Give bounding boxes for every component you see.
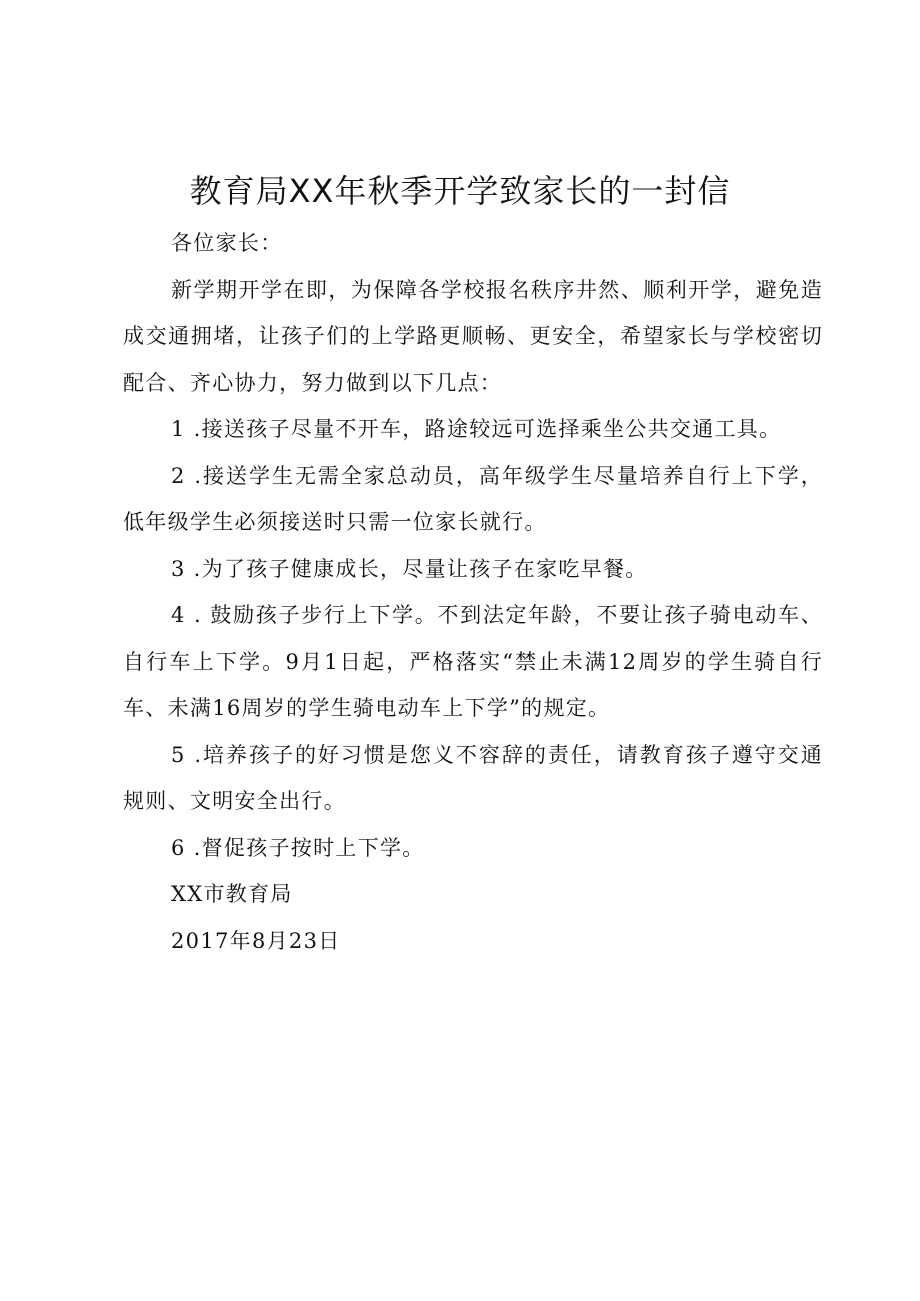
list-item-1: 1 .接送孩子尽量不开车，路途较远可选择乘坐公共交通工具。 [171, 417, 782, 441]
date: 2017年8月23日 [171, 928, 341, 953]
list-item-2: 2 .接送学生无需全家总动员，高年级学生尽量培养自行上下学，低年级学生必须接送时只需一位家长就行。 [123, 463, 823, 534]
list-item-3: 3 .为了孩子健康成长，尽量让孩子在家吃早餐。 [171, 556, 648, 581]
salutation: 各位家长： [171, 231, 283, 255]
list-item-5: 5 .培养孩子的好习惯是您义不容辞的责任，请教育孩子遵守交通规则、文明安全出行。 [123, 742, 823, 813]
letter-body [123, 220, 823, 964]
list-item-4: 4 . 鼓励孩子步行上下学。不到法定年龄，不要让孩子骑电动车、自行车上下学。9月1日起，严格落实“禁止未满12周岁的学生骑自行车、未满16周岁的学生骑电动车上下学”的规定。 [123, 603, 823, 720]
document-title: 教育局XX年秋季开学致家长的一封信 [189, 172, 731, 210]
intro-paragraph: 新学期开学在即，为保障各学校报名秩序井然、顺利开学，避免造成交通拥堵，让孩子们的上学路更顺畅、更安全，希望家长与学校密切配合、齐心协力，努力做到以下几点： [123, 277, 823, 395]
signature: XX市教育局 [171, 882, 293, 906]
list-item-6: 6 .督促孩子按时上下学。 [171, 835, 425, 860]
